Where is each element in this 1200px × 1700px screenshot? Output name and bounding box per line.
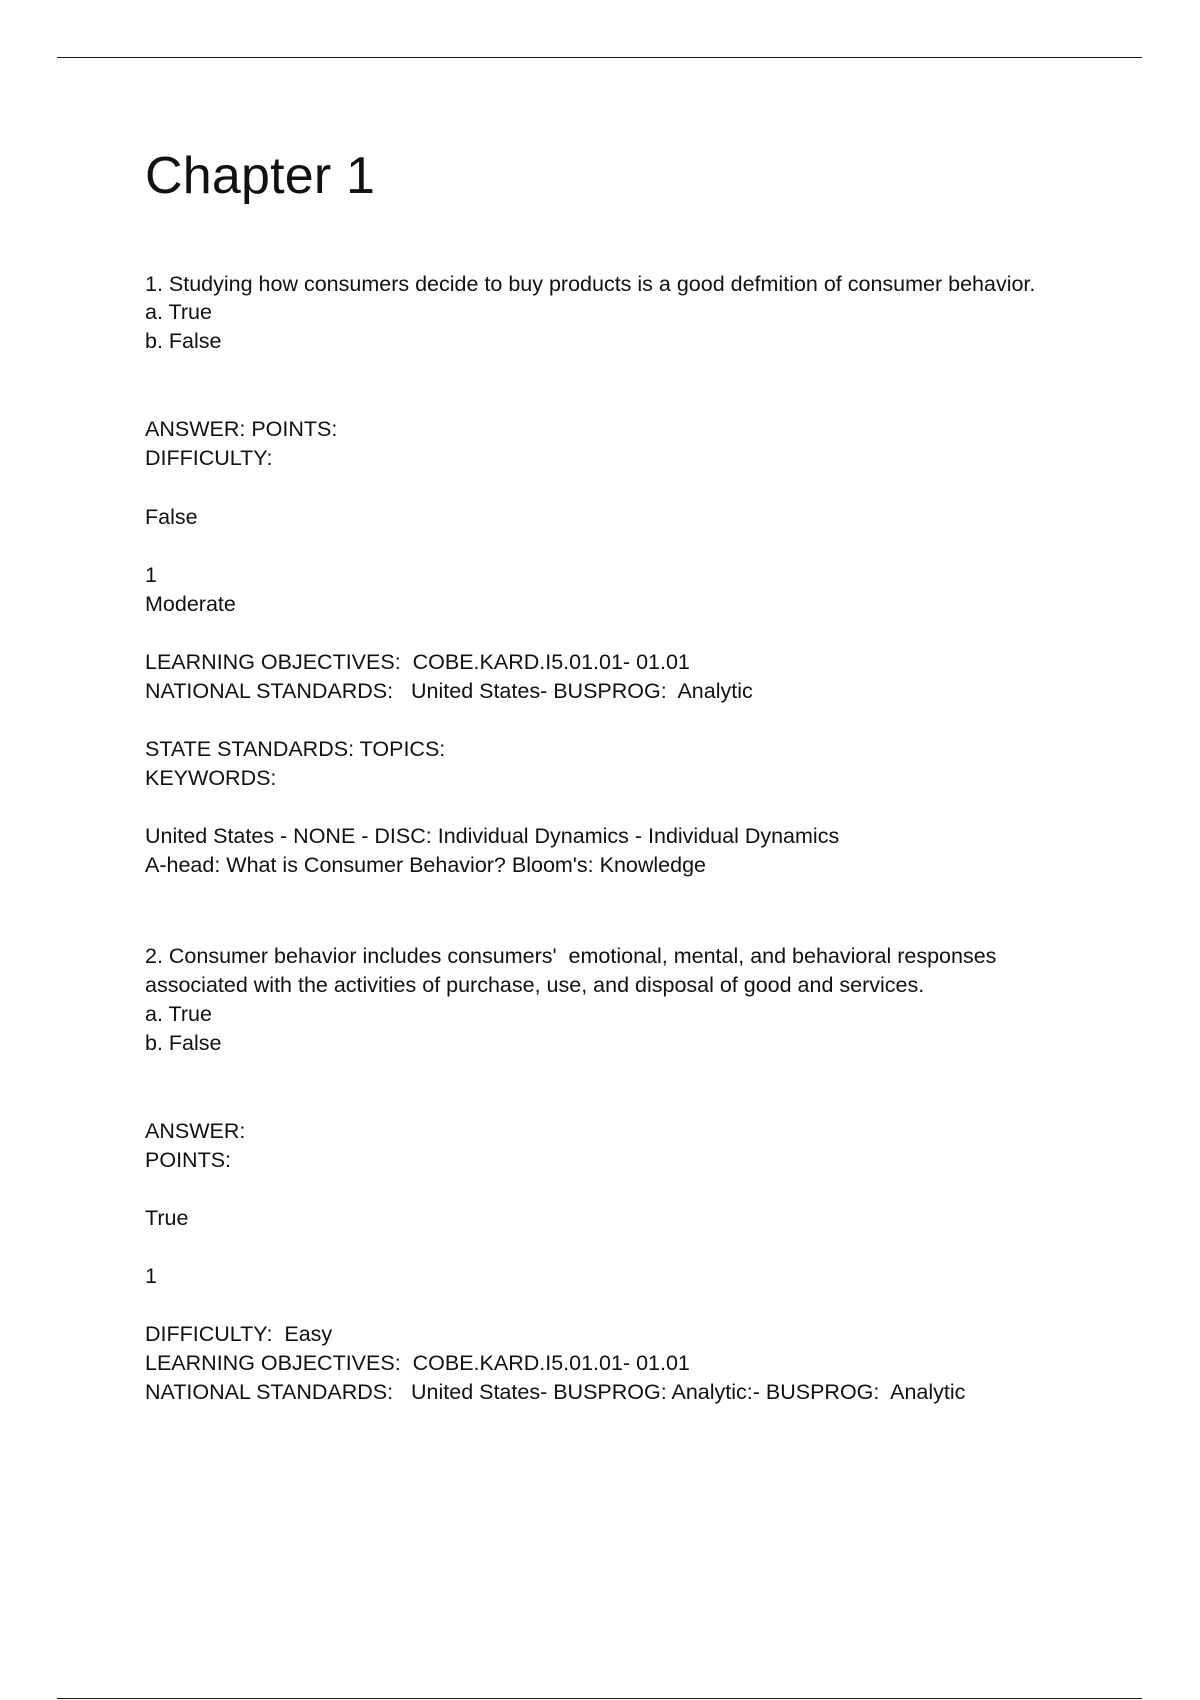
- top-rule: [57, 57, 1142, 58]
- question-1-national-standards: NATIONAL STANDARDS: United States- BUSPROG: Analytic: [145, 679, 753, 703]
- question-1-option-b: b. False: [145, 329, 222, 353]
- question-1-topics-keywords-value: A-head: What is Consumer Behavior? Bloom's: Knowledge: [145, 853, 706, 877]
- question-1-difficulty-value: Moderate: [145, 592, 236, 616]
- question-1-learning-objectives: LEARNING OBJECTIVES: COBE.KARD.I5.01.01- 01.01: [145, 650, 690, 674]
- question-2-option-a: a. True: [145, 1002, 212, 1026]
- question-1-option-a: a. True: [145, 300, 212, 324]
- question-1-points-value: 1: [145, 563, 157, 587]
- question-1-difficulty-label: DIFFICULTY:: [145, 446, 273, 470]
- question-1-text: 1. Studying how consumers decide to buy products is a good defmition of consumer behavior.: [145, 272, 1036, 296]
- question-2-learning-objectives: LEARNING OBJECTIVES: COBE.KARD.I5.01.01- 01.01: [145, 1351, 690, 1375]
- question-2-difficulty: DIFFICULTY: Easy: [145, 1322, 333, 1346]
- question-1-state-standards-value: United States - NONE - DISC: Individual Dynamics - Individual Dynamics: [145, 824, 840, 848]
- question-2-text-line-1: 2. Consumer behavior includes consumers' emotional, mental, and behavioral responses: [145, 944, 997, 968]
- question-2-national-standards: NATIONAL STANDARDS: United States- BUSPROG: Analytic:- BUSPROG: Analytic: [145, 1380, 966, 1404]
- question-1-answer-points-label: ANSWER: POINTS:: [145, 417, 338, 441]
- question-2-answer-label: ANSWER:: [145, 1119, 246, 1143]
- question-1-answer-value: False: [145, 505, 198, 529]
- question-1-keywords-label: KEYWORDS:: [145, 766, 277, 790]
- question-1-state-topics-label: STATE STANDARDS: TOPICS:: [145, 737, 446, 761]
- page-title: Chapter 1: [145, 147, 376, 205]
- bottom-rule: [57, 1698, 1142, 1699]
- question-2-points-label: POINTS:: [145, 1148, 232, 1172]
- question-2-option-b: b. False: [145, 1031, 222, 1055]
- question-2-text-line-2: associated with the activities of purchase, use, and disposal of good and services.: [145, 973, 925, 997]
- question-2-answer-value: True: [145, 1206, 189, 1230]
- question-2-points-value: 1: [145, 1264, 157, 1288]
